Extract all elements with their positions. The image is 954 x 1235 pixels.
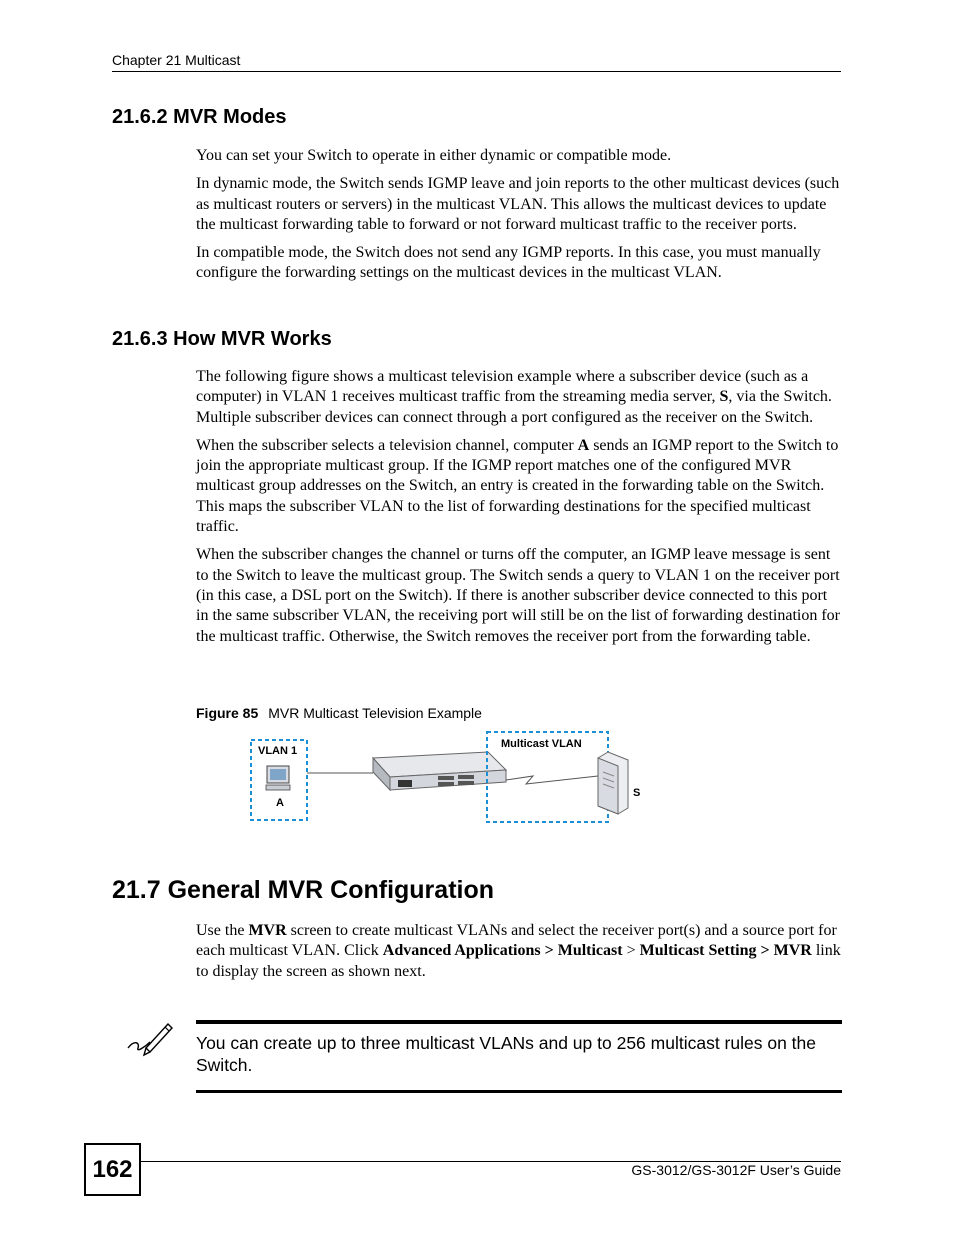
bold-run: MVR	[248, 922, 287, 939]
bold-run: Multicast Setting > MVR	[639, 942, 812, 960]
mvr-figure-diagram	[248, 730, 643, 825]
page-number: 162	[84, 1143, 141, 1196]
text-run: , via the Switch. Multiple subscriber devices can connect through a port configured as the receiver on the Switch.	[196, 388, 832, 426]
paragraph: In dynamic mode, the Switch sends IGMP leave and join reports to the other multicast devices (such as multicast routers or servers) in the multicast VLAN. This allows the multicast devices to update the multicast forwarding table to forward or not forward multicast traffic to the receiver ports.	[196, 175, 840, 233]
text-run: >	[622, 942, 640, 960]
text-run: screen to create multicast VLANs and select the receiver port(s) and a source port for each multicast VLAN. Click	[196, 922, 837, 960]
text-run: link to display the screen as shown next.	[196, 942, 841, 980]
figure-title: MVR Multicast Television Example	[268, 705, 482, 721]
chapter-header: Chapter 21 Multicast	[112, 52, 241, 68]
general-mvr-body	[196, 921, 842, 990]
section-heading-mvr-modes: 21.6.2 MVR Modes	[112, 106, 287, 128]
server-label: S	[633, 787, 641, 799]
note-bottom-rule	[196, 1090, 842, 1093]
bold-run: A	[577, 436, 590, 454]
section-heading-general-mvr: 21.7 General MVR Configuration	[112, 876, 495, 904]
paragraph	[196, 921, 842, 982]
note-text: You can create up to three multicast VLANs and up to 256 multicast rules on the Switch.	[196, 1033, 816, 1075]
pencil-note-icon	[124, 1018, 174, 1058]
text-run: The following figure shows a multicast television example where a subscriber device (such as a computer) in VLAN 1 receives multicast traffic from the streaming media server,	[196, 368, 809, 406]
paragraph: You can set your Switch to operate in either dynamic or compatible mode.	[196, 147, 672, 164]
bold-run: S	[719, 388, 729, 406]
bold-run: Advanced Applications > Multicast	[382, 942, 623, 960]
paragraph	[196, 367, 842, 428]
multicast-vlan-label: Multicast VLAN	[501, 738, 582, 750]
header-divider	[112, 71, 841, 72]
note-top-rule	[196, 1020, 842, 1024]
how-mvr-works-body	[196, 367, 842, 655]
paragraph	[196, 436, 842, 537]
mvr-modes-body	[196, 146, 842, 292]
wan-link	[506, 776, 598, 784]
paragraph: In compatible mode, the Switch does not send any IGMP reports. In this case, you must manually configure the forwarding settings on the multicast devices in the multicast VLAN.	[196, 244, 821, 282]
vlan1-label: VLAN 1	[258, 745, 298, 757]
server-icon	[598, 752, 628, 814]
figure-caption	[196, 705, 482, 721]
guide-title: GS-3012/GS-3012F User’s Guide	[631, 1162, 841, 1178]
switch-icon	[373, 752, 506, 790]
text-run: sends an IGMP report to the Switch to join the appropriate multicast group. If the IGMP report matches one of the configured MVR multicast group addresses on the Switch, an entry is created in the forwarding table on the Switch. This maps the subscriber VLAN to the list of forwarding destinations for the specified multicast traffic.	[196, 436, 839, 536]
text-run: Use the	[196, 922, 249, 939]
computer-icon	[266, 766, 290, 790]
figure-label: Figure 85	[196, 705, 259, 721]
paragraph: When the subscriber changes the channel or turns off the computer, an IGMP leave message is sent to the Switch to leave the multicast group. The Switch sends a query to VLAN 1 on the receiver port (in this case, a DSL port on the Switch). If there is another subscriber device connected to this port in the same subscriber VLAN, the receiving port will still be on the list of forwarding destination for the multicast traffic. Otherwise, the Switch removes the receiver port from the forwarding table.	[196, 546, 841, 645]
computer-label: A	[276, 797, 284, 809]
section-heading-how-mvr-works: 21.6.3 How MVR Works	[112, 328, 332, 350]
text-run: When the subscriber selects a television channel, computer	[196, 436, 578, 454]
